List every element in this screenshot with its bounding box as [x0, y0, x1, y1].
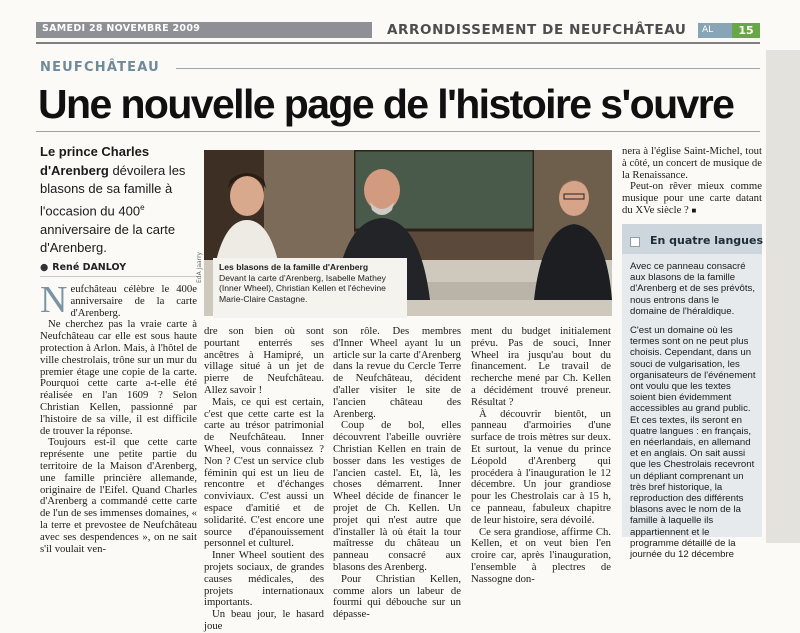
col4-p1: ment du budget initialement prévu. Pas de souci, Inner Wheel ira jusqu'au bout du financement. Le travail de recherche mené par Ch. Kellen a décidément trouvé preneur. Résultat ?	[471, 325, 611, 408]
col5-p2-text: Peut-on rêver mieux comme musique pour une carte datant du XVe siècle ?	[622, 180, 762, 216]
col3-p1: son rôle. Des membres d'Inner Wheel ayant lu un article sur la carte d'Arenberg dans la revue du Cercle Terre de Neufchâteau, décident d'aller visiter le site de l'ancien château des Arenberg.	[333, 325, 461, 420]
caption-text: Devant la carte d'Arenberg, Isabelle Mathey (Inner Wheel), Christian Kellen et l'échevine Marie-Claire Castagne.	[219, 272, 386, 304]
col4-p2: À découvrir bientôt, un panneau d'armoiries d'une surface de trois mètres sur deux. Et surtout, la venue du prince Léopold d'Arenberg qui procédera à l'inauguration le 12 décembre. Un jour grandiose pour les Chestrolais car à 15 h, ce panneau, fabuleux chapitre de leur histoire, sera dévoilé.	[471, 407, 611, 526]
col3-p2: Coup de bol, elles découvrent l'abeille ouvrière Christian Kellen en train de bosser dans les vestiges de l'ancien castel. Et, là, les choses démarrent. Inner Wheel décide de financer le projet de Ch. Kellen. Un projet qui n'est autre que d'installer là où était la tour maîtresse du château un panneau consacré aux blasons des Arenberg.	[333, 419, 461, 573]
col2-p1: dre son bien où sont pourtant enterrés ses ancêtres à Hamipré, un village situé à un jet de pierre de Neufchâteau. Allez savoir !	[204, 325, 324, 396]
body-column-2	[204, 326, 324, 633]
lede-bold: Le prince Charles d'Arenberg	[40, 144, 150, 178]
byline	[40, 262, 126, 273]
author-name: René DANLOY	[52, 262, 127, 273]
drop-cap: N	[40, 279, 68, 321]
page-number: 15	[732, 23, 760, 38]
caption-title: Les blasons de la famille d'Arenberg	[219, 262, 369, 272]
col1-p1: eufchâteau célèbre le 400e anniversaire de la carte d'Arenberg.	[70, 283, 197, 319]
col2-p4: Un beau jour, le hasard joue	[204, 608, 324, 632]
article-headline: Une nouvelle page de l'histoire s'ouvre	[38, 81, 734, 127]
lede-sup: e	[140, 202, 145, 212]
byline-rule	[40, 276, 200, 277]
col5-p2	[622, 181, 762, 216]
date-bar	[36, 22, 372, 38]
body-column-4	[471, 326, 611, 586]
header-rule	[36, 42, 760, 44]
article-kicker: NEUFCHÂTEAU	[40, 60, 160, 75]
box-square-icon	[630, 237, 640, 247]
body-column-3	[333, 326, 461, 621]
col4-p3: Ce sera grandiose, affirme Ch. Kellen, et on veut bien l'en croire car, après l'inauguration, l'ensemble à plectres de Nassogne don-	[471, 525, 611, 585]
body-column-5	[622, 146, 762, 217]
col5-p1: nera à l'église Saint-Michel, tout à côté, un concert de musique de la Renaissance.	[622, 145, 762, 181]
box-p1: Avec ce panneau consacré aux blasons de la famille d'Arenberg et de ses prévôts, nous entrons dans le domaine de l'héraldique.	[630, 261, 756, 317]
issue-date: SAMEDI 28 NOVEMBRE 2009	[42, 23, 201, 34]
lede-text-end: anniversaire de la carte d'Arenberg.	[40, 221, 176, 256]
photo-credit: EdA Jaarry	[196, 251, 203, 283]
sidebar-box-title: En quatre langues	[650, 234, 764, 247]
lede-text: dévoilera les blasons de sa famille à l'occasion du 400	[40, 162, 186, 219]
headline-rule	[36, 131, 760, 132]
section-title: ARRONDISSEMENT DE NEUFCHÂTEAU	[387, 22, 687, 38]
col1-p2: Ne cherchez pas la vraie carte à Neufchâteau car elle est sous haute protection à Arlon. Mais, à l'hôtel de ville chestrolais, trône sur un mur du premier étage une copie de la carte. Pourquoi cette carte a-t-elle été réalisée en l'an 1609 ? Selon Christian Kellen, passionné par l'histoire de sa ville, il est difficile de trouver la réponse.	[40, 318, 198, 437]
box-p2: C'est un domaine où les termes sont on ne peut plus choisis. Cependant, dans un souci de vulgarisation, les organisateurs de l'événement ont voulu que les textes soient bien évidemment accessibles au grand public. Et ces textes, ils seront en quatre langues : en français, en néerlandais, en allemand et en anglais. On sait aussi que les Chestrolais recevront un dépliant comprenant un très bref historique, la reproduction des différents blasons avec le nom de la famille à laquelle ils appartiennent et le programme détaillé de la journée du 12 décembre	[630, 325, 756, 561]
col3-p3: Pour Christian Kellen, comme alors un labeur de fourmi qui débouche sur un dépasse-	[333, 572, 461, 621]
col2-p3: Inner Wheel soutient des projets sociaux, de grandes causes médicales, des projets internationaux importants.	[204, 549, 324, 609]
col2-p2: Mais, ce qui est certain, c'est que cette carte est la carte au trésor patrimonial de Neufchâteau. Inner Wheel, vous connaissez ? Non ? C'est un service club féminin qui est un lieu de rencontre et d'échanges conviviaux. C'est aussi un espace d'amitié et de solidarité. C'est encore une source d'épanouissement personnel et culturel.	[204, 395, 324, 550]
end-square-icon: ■	[691, 205, 697, 215]
edition-badge: AL	[698, 23, 732, 38]
article-lede	[40, 143, 200, 258]
body-column-1	[40, 279, 198, 555]
kicker-rule	[176, 68, 760, 69]
sidebar-box-text	[630, 261, 758, 568]
col1-p3: Toujours est-il que cette carte représente une petite partie du territoire de la Maison d'Arenberg, une famille princière allemande, originaire de l'Eifel. Quand Charles d'Arenberg a commandé cette carte de l'un de ses immenses domaines, « la terre et prevostee de Neufchâteau avec ses despendences », on ne sait s'il voulait ven-	[40, 436, 197, 555]
byline-bullet-icon: ●	[40, 262, 49, 273]
adjacent-page-edge	[766, 50, 800, 543]
photo-caption	[213, 258, 407, 318]
